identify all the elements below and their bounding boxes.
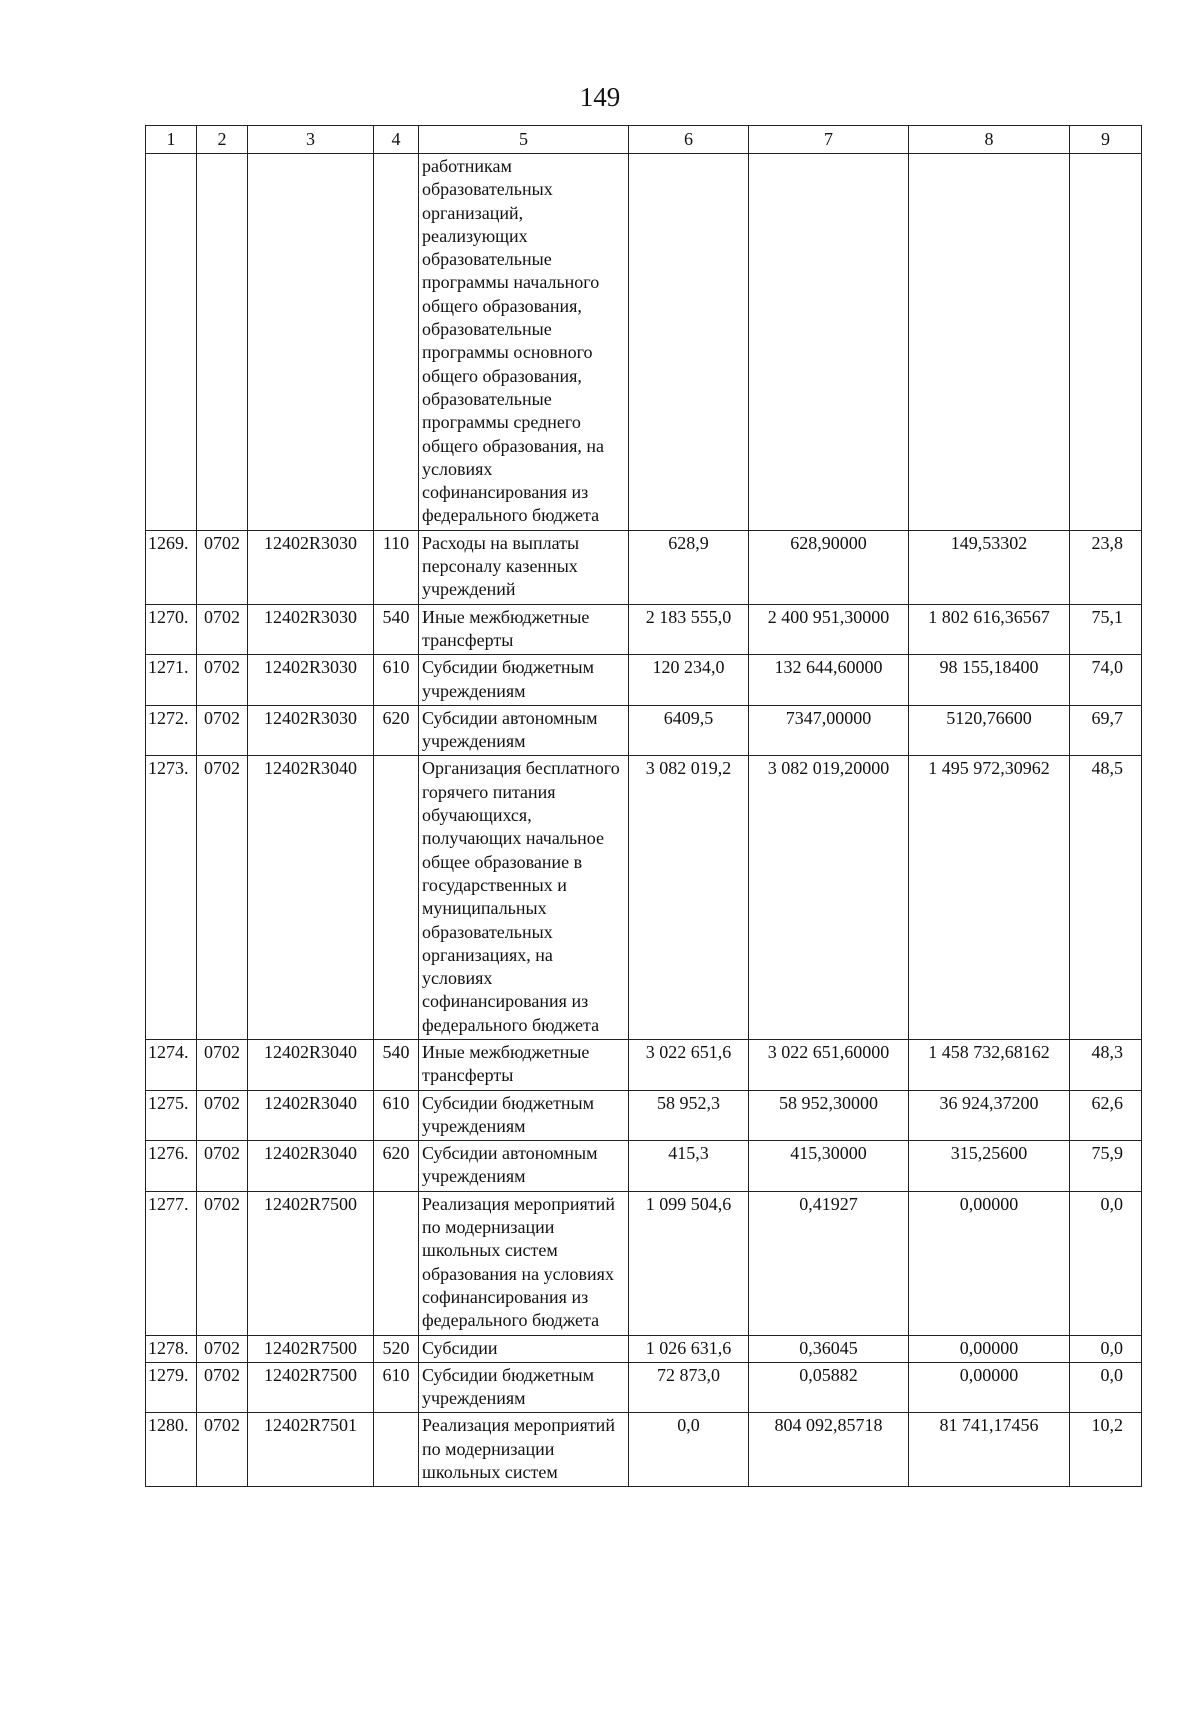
row-number: 1273.	[146, 756, 197, 1040]
execution-percent: 74,0	[1070, 655, 1142, 706]
row-number: 1277.	[146, 1191, 197, 1335]
table-row	[146, 1090, 1142, 1141]
execution-percent: 69,7	[1070, 705, 1142, 756]
header-cell: 9	[1070, 126, 1142, 154]
target-code: 12402R7500	[248, 1362, 374, 1413]
row-number: 1278.	[146, 1335, 197, 1362]
section-code: 0702	[197, 655, 248, 706]
header-cell: 7	[749, 126, 909, 154]
approved-amount: 120 234,0	[629, 655, 749, 706]
continuation-row	[146, 154, 1142, 531]
item-name: Иные межбюджетные трансферты	[419, 604, 629, 655]
executed-amount: 1 458 732,68162	[909, 1039, 1070, 1090]
target-code: 12402R3040	[248, 1141, 374, 1192]
section-code: 0702	[197, 1090, 248, 1141]
expense-type: 540	[374, 604, 419, 655]
execution-percent: 0,0	[1070, 1362, 1142, 1413]
revised-amount: 7347,00000	[749, 705, 909, 756]
executed-amount: 36 924,37200	[909, 1090, 1070, 1141]
execution-percent: 48,5	[1070, 756, 1142, 1040]
target-code: 12402R7500	[248, 1335, 374, 1362]
revised-amount: 58 952,30000	[749, 1090, 909, 1141]
revised-amount: 0,05882	[749, 1362, 909, 1413]
section-code: 0702	[197, 1413, 248, 1487]
revised-amount: 2 400 951,30000	[749, 604, 909, 655]
executed-amount: 5120,76600	[909, 705, 1070, 756]
item-name: Организация бесплатного горячего питания обучающихся, получающих начальное общее образование в государственных и муниципальных образовательных организациях, на условиях софинансирования из федерального бюджета	[419, 756, 629, 1040]
execution-percent: 0,0	[1070, 1335, 1142, 1362]
execution-percent: 10,2	[1070, 1413, 1142, 1487]
section-code: 0702	[197, 530, 248, 604]
executed-amount: 0,00000	[909, 1335, 1070, 1362]
revised-amount: 0,36045	[749, 1335, 909, 1362]
item-name: Реализация мероприятий по модернизации школьных систем образования на условиях софинансирования из федерального бюджета	[419, 1191, 629, 1335]
execution-percent: 23,8	[1070, 530, 1142, 604]
continuation-text: работникам образовательных организаций, реализующих образовательные программы начального общего образования, образовательные программы основного общего образования, образовательные программы среднего общего образования, на условиях софинансирования из федерального бюджета	[419, 154, 629, 531]
row-number: 1274.	[146, 1039, 197, 1090]
item-name: Субсидии	[419, 1335, 629, 1362]
table-row	[146, 530, 1142, 604]
expense-type	[374, 756, 419, 1040]
execution-percent: 75,9	[1070, 1141, 1142, 1192]
section-code: 0702	[197, 705, 248, 756]
header-cell: 6	[629, 126, 749, 154]
approved-amount: 1 099 504,6	[629, 1191, 749, 1335]
row-number: 1269.	[146, 530, 197, 604]
executed-amount: 1 802 616,36567	[909, 604, 1070, 655]
approved-amount: 6409,5	[629, 705, 749, 756]
executed-amount: 315,25600	[909, 1141, 1070, 1192]
execution-percent: 75,1	[1070, 604, 1142, 655]
revised-amount: 628,90000	[749, 530, 909, 604]
expense-type	[374, 1191, 419, 1335]
revised-amount: 3 082 019,20000	[749, 756, 909, 1040]
item-name: Субсидии бюджетным учреждениям	[419, 655, 629, 706]
table-row	[146, 705, 1142, 756]
target-code: 12402R3030	[248, 655, 374, 706]
approved-amount: 58 952,3	[629, 1090, 749, 1141]
section-code: 0702	[197, 1335, 248, 1362]
execution-percent: 48,3	[1070, 1039, 1142, 1090]
revised-amount: 3 022 651,60000	[749, 1039, 909, 1090]
section-code: 0702	[197, 1141, 248, 1192]
header-row	[146, 126, 1142, 154]
expense-type: 520	[374, 1335, 419, 1362]
target-code: 12402R3030	[248, 705, 374, 756]
header-cell: 3	[248, 126, 374, 154]
executed-amount: 0,00000	[909, 1191, 1070, 1335]
executed-amount: 81 741,17456	[909, 1413, 1070, 1487]
item-name: Реализация мероприятий по модернизации школьных систем	[419, 1413, 629, 1487]
table-row	[146, 1039, 1142, 1090]
approved-amount: 0,0	[629, 1413, 749, 1487]
table-row	[146, 1413, 1142, 1487]
table-row	[146, 1362, 1142, 1413]
expense-type: 610	[374, 1362, 419, 1413]
approved-amount: 72 873,0	[629, 1362, 749, 1413]
row-number: 1280.	[146, 1413, 197, 1487]
table-row	[146, 604, 1142, 655]
budget-table	[145, 125, 1142, 1487]
approved-amount: 1 026 631,6	[629, 1335, 749, 1362]
page-number: 149	[579, 82, 621, 112]
expense-type: 540	[374, 1039, 419, 1090]
row-number: 1272.	[146, 705, 197, 756]
approved-amount: 628,9	[629, 530, 749, 604]
section-code: 0702	[197, 1362, 248, 1413]
target-code: 12402R3040	[248, 1090, 374, 1141]
item-name: Иные межбюджетные трансферты	[419, 1039, 629, 1090]
approved-amount: 3 022 651,6	[629, 1039, 749, 1090]
expense-type	[374, 1413, 419, 1487]
target-code: 12402R3040	[248, 756, 374, 1040]
row-number: 1271.	[146, 655, 197, 706]
header-cell: 5	[419, 126, 629, 154]
table-row	[146, 756, 1142, 1040]
table-row	[146, 1141, 1142, 1192]
item-name: Субсидии бюджетным учреждениям	[419, 1362, 629, 1413]
expense-type: 610	[374, 655, 419, 706]
section-code: 0702	[197, 756, 248, 1040]
approved-amount: 415,3	[629, 1141, 749, 1192]
header-cell: 4	[374, 126, 419, 154]
section-code: 0702	[197, 604, 248, 655]
row-number: 1275.	[146, 1090, 197, 1141]
execution-percent: 62,6	[1070, 1090, 1142, 1141]
section-code: 0702	[197, 1191, 248, 1335]
table-row	[146, 655, 1142, 706]
execution-percent: 0,0	[1070, 1191, 1142, 1335]
table-row	[146, 1335, 1142, 1362]
expense-type: 620	[374, 705, 419, 756]
target-code: 12402R7501	[248, 1413, 374, 1487]
revised-amount: 415,30000	[749, 1141, 909, 1192]
executed-amount: 1 495 972,30962	[909, 756, 1070, 1040]
table-row	[146, 1191, 1142, 1335]
row-number: 1270.	[146, 604, 197, 655]
target-code: 12402R3040	[248, 1039, 374, 1090]
revised-amount: 0,41927	[749, 1191, 909, 1335]
item-name: Субсидии автономным учреждениям	[419, 1141, 629, 1192]
revised-amount: 132 644,60000	[749, 655, 909, 706]
executed-amount: 98 155,18400	[909, 655, 1070, 706]
executed-amount: 0,00000	[909, 1362, 1070, 1413]
item-name: Расходы на выплаты персоналу казенных учреждений	[419, 530, 629, 604]
target-code: 12402R3030	[248, 530, 374, 604]
revised-amount: 804 092,85718	[749, 1413, 909, 1487]
item-name: Субсидии бюджетным учреждениям	[419, 1090, 629, 1141]
expense-type: 620	[374, 1141, 419, 1192]
approved-amount: 2 183 555,0	[629, 604, 749, 655]
header-cell: 2	[197, 126, 248, 154]
approved-amount: 3 082 019,2	[629, 756, 749, 1040]
row-number: 1279.	[146, 1362, 197, 1413]
header-cell: 8	[909, 126, 1070, 154]
item-name: Субсидии автономным учреждениям	[419, 705, 629, 756]
row-number: 1276.	[146, 1141, 197, 1192]
executed-amount: 149,53302	[909, 530, 1070, 604]
header-cell: 1	[146, 126, 197, 154]
expense-type: 610	[374, 1090, 419, 1141]
section-code: 0702	[197, 1039, 248, 1090]
expense-type: 110	[374, 530, 419, 604]
target-code: 12402R3030	[248, 604, 374, 655]
target-code: 12402R7500	[248, 1191, 374, 1335]
